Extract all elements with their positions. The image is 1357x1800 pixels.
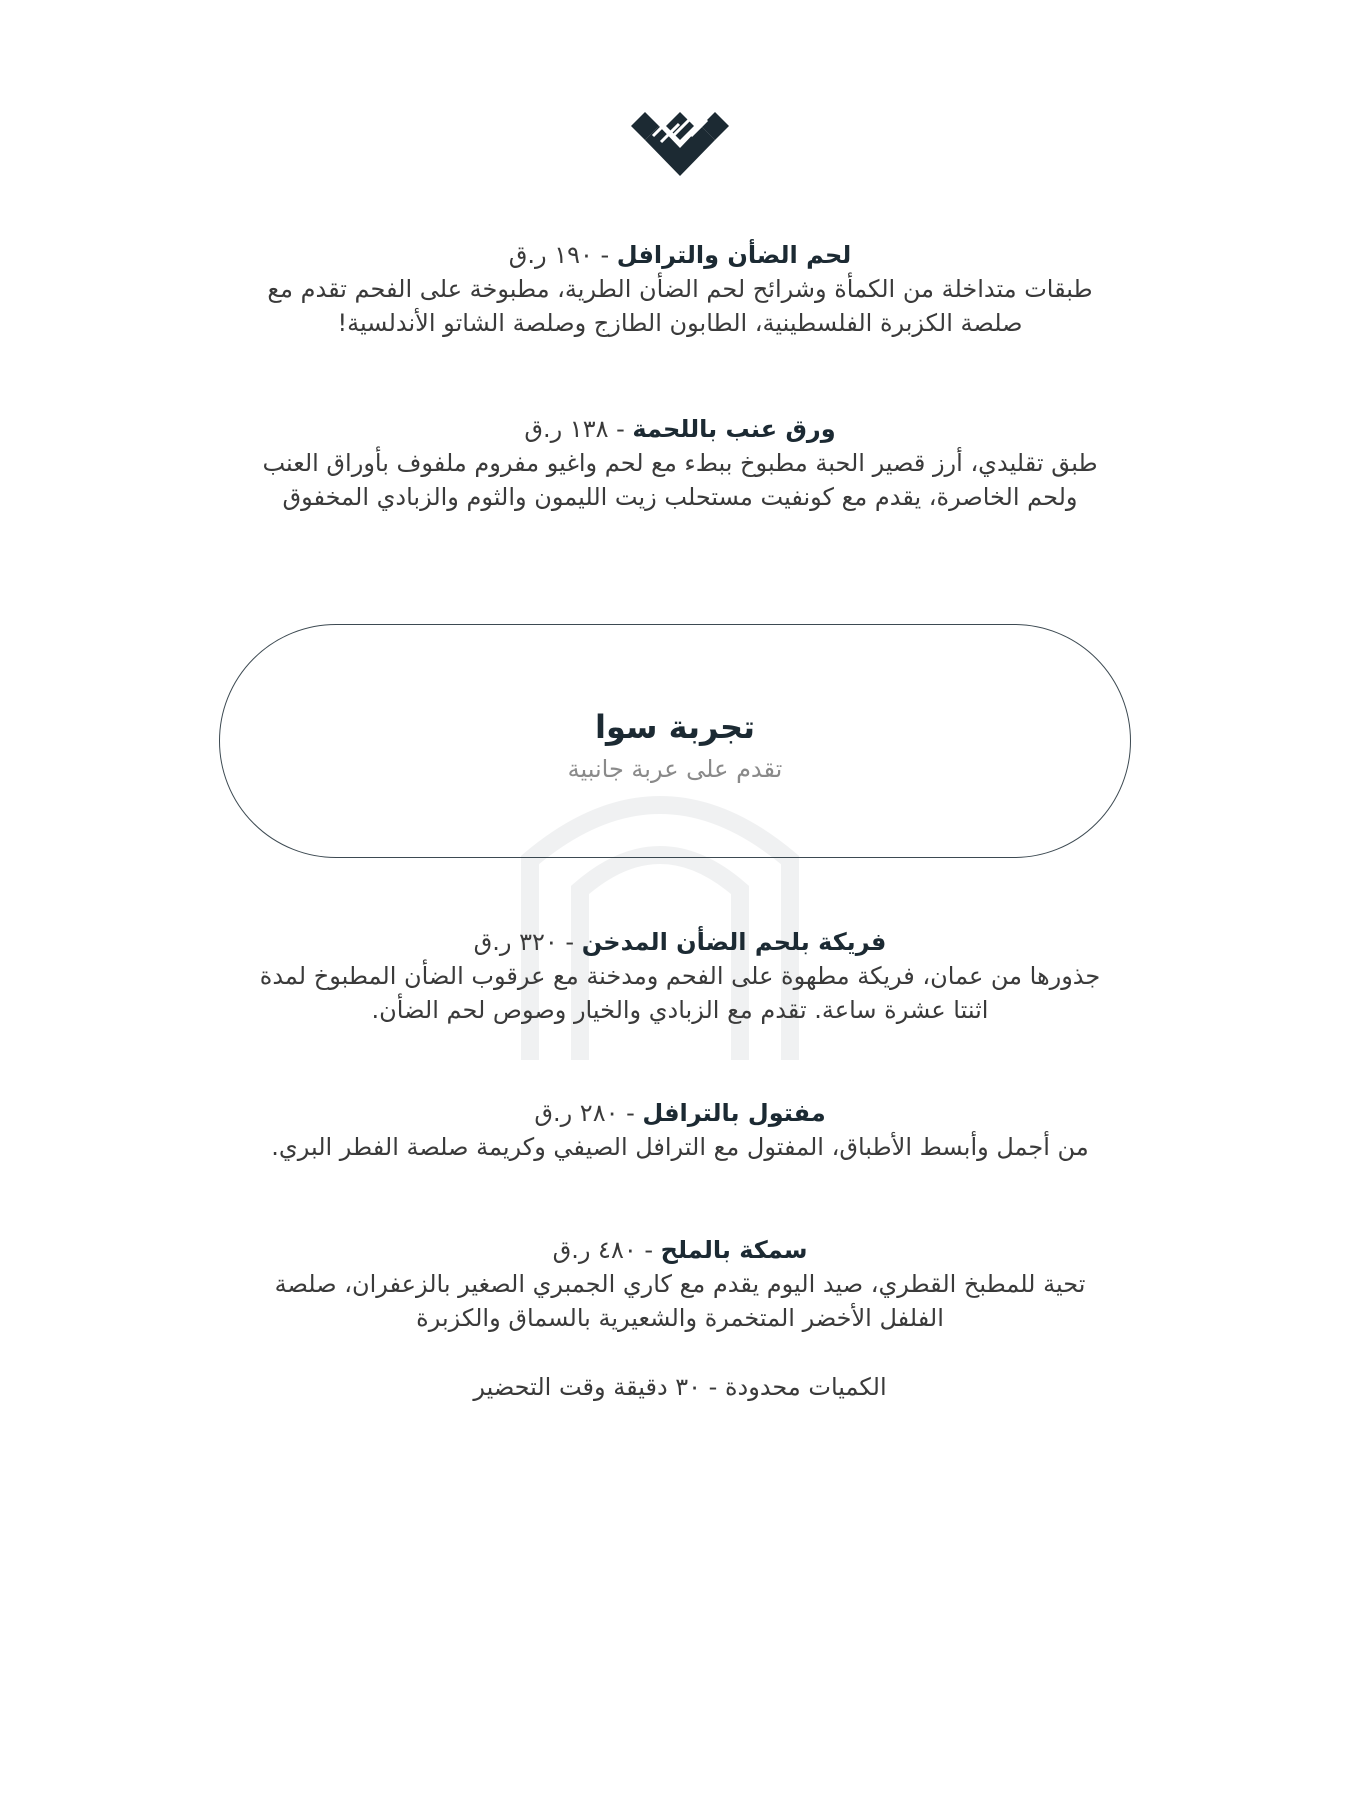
dish-title-row [250, 1233, 1110, 1267]
dish-price: - ١٣٨ ر.ق [524, 415, 633, 443]
dish-price: - ١٩٠ ر.ق [508, 241, 617, 269]
dish-title-row [250, 412, 1110, 446]
dish-description: جذورها من عمان، فريكة مطهوة على الفحم ومدخنة مع عرقوب الضأن المطبوخ لمدة اثنتا عشرة ساعة. تقدم مع الزبادي والخيار وصوص لحم الضأن. [259, 962, 1101, 1024]
dish-price: - ٢٨٠ ر.ق [534, 1099, 643, 1127]
dish-title-row [250, 1096, 1110, 1130]
brand-logo-icon [631, 112, 729, 176]
preparation-note: الكميات محدودة - ٣٠ دقيقة وقت التحضير [473, 1373, 887, 1401]
dish-item [250, 925, 1110, 1027]
dish-description: من أجمل وأبسط الأطباق، المفتول مع الترافل الصيفي وكريمة صلصة الفطر البري. [271, 1133, 1089, 1161]
dish-item [250, 1233, 1110, 1335]
dish-name: سمكة بالملح [660, 1236, 808, 1264]
dish-description: طبقات متداخلة من الكمأة وشرائح لحم الضأن الطرية، مطبوخة على الفحم تقدم مع صلصة الكزبرة الفلسطينية، الطابون الطازج وصلصة الشاتو الأندلسية! [267, 275, 1093, 337]
experience-subtitle: تقدم على عربة جانبية [567, 755, 783, 783]
dish-price: - ٣٢٠ ر.ق [473, 928, 582, 956]
dish-name: فريكة بلحم الضأن المدخن [581, 928, 887, 956]
dish-description: طبق تقليدي، أرز قصير الحبة مطبوخ ببطء مع لحم واغيو مفروم ملفوف بأوراق العنب ولحم الخاصرة، يقدم مع كونفيت مستحلب زيت الليمون والثوم والزبادي المخفوق [262, 449, 1098, 511]
dish-item [250, 1096, 1110, 1164]
dish-name: ورق عنب باللحمة [632, 415, 836, 443]
dish-price: - ٤٨٠ ر.ق [552, 1236, 661, 1264]
experience-title: تجربة سوا [594, 708, 756, 746]
dish-description: تحية للمطبخ القطري، صيد اليوم يقدم مع كاري الجمبري الصغير بالزعفران، صلصة الفلفل الأخضر المتخمرة والشعيرية بالسماق والكزبرة [274, 1270, 1086, 1332]
dish-title-row [250, 238, 1110, 272]
dish-item [250, 412, 1110, 514]
dish-name: مفتول بالترافل [642, 1099, 826, 1127]
dish-title-row [250, 925, 1110, 959]
dish-item [250, 238, 1110, 340]
dish-name: لحم الضأن والترافل [616, 241, 852, 269]
